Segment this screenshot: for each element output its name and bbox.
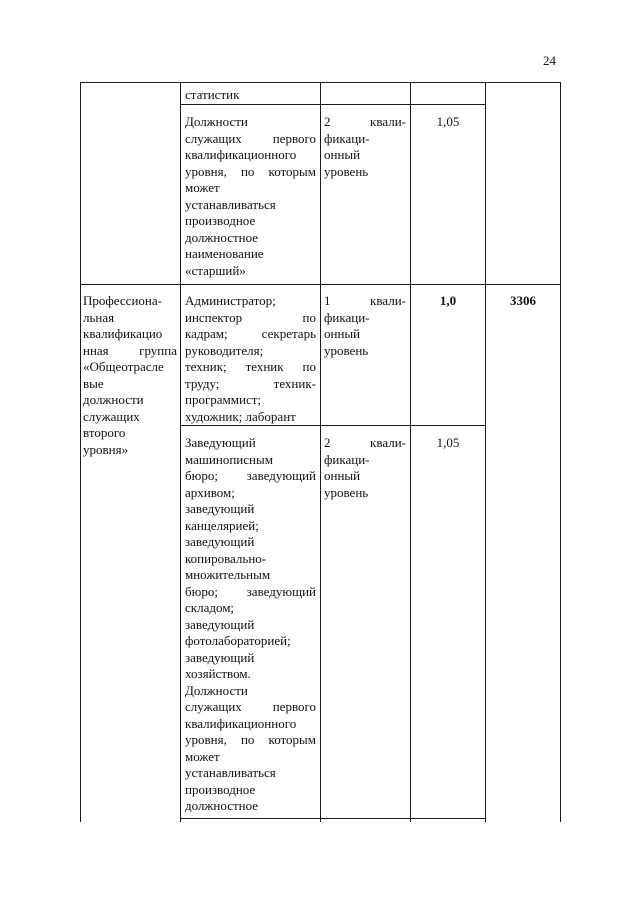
text-line: 1 квали- [324,293,406,308]
column-line-4 [485,82,486,822]
text-line: бюро; заведующий [185,468,316,483]
text-line: производное [185,781,256,797]
table-left-border [80,82,81,822]
text-line: уровня, по которым [185,732,316,747]
text-line: машинописным [185,451,273,467]
text-line: вые [83,375,104,391]
text-line: статистик [185,87,240,102]
text-line: квалификационного [185,715,297,731]
text-line: служащих первого [185,130,316,146]
text-line: фотолабораторией; [185,633,291,648]
text-line: нная группа [83,342,177,358]
text-line: может [185,748,220,764]
text-line: канцелярией; [185,517,259,533]
text-line: онный [324,326,361,341]
text-line: складом; [185,600,235,615]
text-line: Должности [185,114,248,129]
text-line: должностное [185,798,259,813]
row2-positions [185,114,316,279]
row1-positions [185,87,315,104]
row2-coefficient: 1,05 [436,114,460,129]
text-line: заведующий [185,616,255,632]
text-line: хозяйством. [185,666,251,681]
text-line: устанавливаться [185,765,276,780]
table-right-border [560,82,561,822]
text-line: служащих [83,408,140,424]
text-line: заведующий [185,534,255,549]
text-line: онный [324,468,361,483]
text-line: квалификацио [83,326,163,341]
row3-coefficient: 1,0 [439,293,457,308]
text-line: архивом; [185,484,235,500]
row4-positions [185,435,316,815]
text-line: кадрам; секретарь [185,326,316,341]
text-line: фикаци- [324,130,370,146]
row3-level [324,293,406,359]
text-line: заведующий [185,501,255,516]
row-divider-4 [180,818,485,819]
text-line: производное [185,213,256,228]
row3-salary: 3306 [510,293,536,308]
text-line: квалификационного [185,147,297,162]
text-line: программист; [185,392,262,407]
text-line: Профессиона- [83,293,162,308]
text-line: наименование [185,246,264,261]
text-line: уровень [324,484,369,500]
text-line: должности [83,392,144,407]
row3-positions [185,293,316,425]
text-line: руководителя; [185,342,264,358]
text-line: Администратор; [185,293,276,308]
text-line: 2 квали- [324,435,406,450]
text-line: бюро; заведующий [185,583,316,599]
row4-coefficient: 1,05 [436,435,460,450]
text-line: уровень [324,163,369,179]
text-line: может [185,180,220,195]
text-line: труду; техник- [185,375,316,391]
text-line: множительным [185,567,271,582]
text-line: фикаци- [324,309,370,325]
text-line: льная [83,309,115,325]
text-line: «Общеотрасле [83,359,164,374]
column-line-2 [320,82,321,822]
text-line: Заведующий [185,435,256,450]
text-line: копировально- [185,550,267,566]
text-line: второго [83,425,126,440]
text-line: художник; лаборант [185,408,296,424]
row2-level [324,114,406,180]
column-line-3 [410,82,411,822]
text-line: устанавливаться [185,196,276,212]
text-line: уровня, по которым [185,163,316,179]
text-line: онный [324,147,361,162]
text-line: уровня» [83,441,129,457]
row3-group [83,293,177,458]
row4-level [324,435,406,501]
text-line: должностное [185,229,259,245]
text-line: фикаци- [324,451,370,467]
text-line: техник; техник по [185,359,316,374]
text-line: уровень [324,342,369,358]
row-divider-3 [180,425,485,426]
text-line: служащих первого [185,699,316,714]
text-line: «старший» [185,262,246,278]
text-line: Должности [185,682,248,698]
column-line-1 [180,82,181,822]
text-line: 2 квали- [324,114,406,129]
text-line: заведующий [185,649,255,665]
row-divider-1 [180,104,485,105]
text-line: инспектор по [185,309,316,325]
page-number: 24 [543,53,556,68]
